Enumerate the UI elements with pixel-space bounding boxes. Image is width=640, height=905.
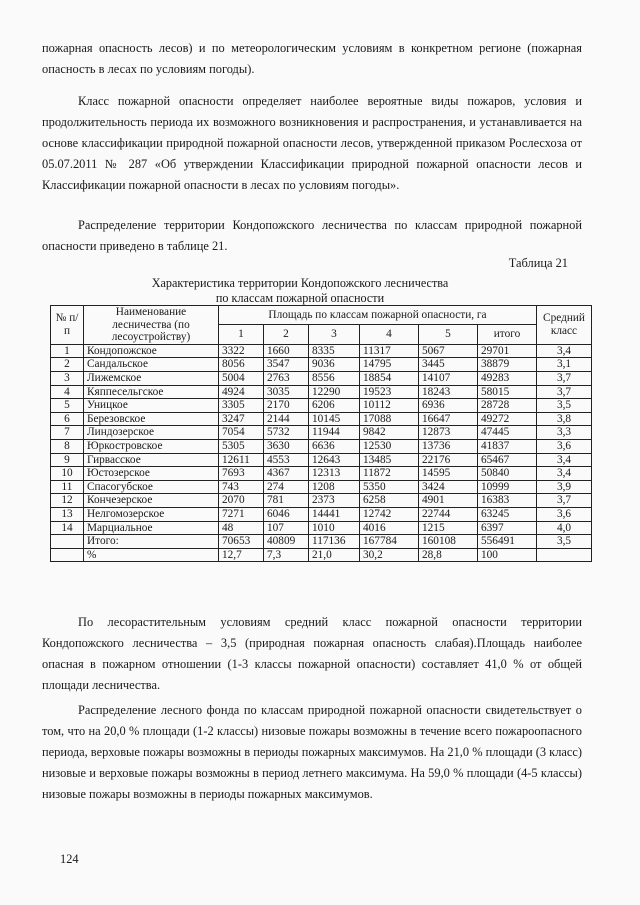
table-row	[51, 439, 592, 453]
cell-total: 28728	[478, 399, 537, 413]
paragraph-fire-hazard-intro: пожарная опасность лесов) и по метеорологическим условиям в конкретном регионе (пожарная опасность в лесах по условиям погоды).	[42, 41, 582, 76]
fire-hazard-table	[50, 305, 592, 562]
cell-c1: 3247	[219, 412, 264, 426]
cell-c2: 3547	[264, 358, 309, 372]
cell-c5: 28,8	[419, 548, 478, 562]
cell-c5: 1215	[419, 521, 478, 535]
cell-name: Березовское	[84, 412, 219, 426]
cell-c4: 9842	[360, 426, 419, 440]
cell-name: Кончезерское	[84, 494, 219, 508]
cell-total: 49272	[478, 412, 537, 426]
cell-name: Гирвасское	[84, 453, 219, 467]
table-row	[51, 521, 592, 535]
cell-name: Линдозерское	[84, 426, 219, 440]
cell-name: Нелгомозерское	[84, 507, 219, 521]
header-class-2: 2	[264, 325, 309, 344]
cell-c2: 2170	[264, 399, 309, 413]
cell-num-empty	[51, 535, 84, 549]
cell-c3: 12643	[309, 453, 360, 467]
cell-c2: 5732	[264, 426, 309, 440]
cell-num: 10	[51, 467, 84, 481]
cell-c2: 2144	[264, 412, 309, 426]
cell-c4: 12742	[360, 507, 419, 521]
cell-c1: 7271	[219, 507, 264, 521]
cell-c4: 5350	[360, 480, 419, 494]
header-name: Наименование лесничества (по лесоустройству)	[84, 306, 219, 345]
cell-c3: 8335	[309, 344, 360, 358]
cell-num: 1	[51, 344, 84, 358]
cell-c4: 30,2	[360, 548, 419, 562]
cell-total: 29701	[478, 344, 537, 358]
cell-c4: 19523	[360, 385, 419, 399]
cell-total: 50840	[478, 467, 537, 481]
table-row	[51, 358, 592, 372]
paragraph-hazard-class-definition: Класс пожарной опасности определяет наиболее вероятные виды пожаров, условия и продолжительность периода их возможного возникновения и распространения, и устанавливается на основе классификации природной пожарной опасности лесов, утвержденной приказом Рослесхоза от 05.07.2011 № 287 «Об утверждении Классификации природной пожарной опасности лесов и Классификации пожарной опасности в лесах по условиям погоды».	[42, 94, 582, 192]
cell-total: 100	[478, 548, 537, 562]
cell-total: 16383	[478, 494, 537, 508]
cell-c2: 3630	[264, 439, 309, 453]
table-title-line1: Характеристика территории Кондопожского лесничества	[151, 276, 449, 290]
cell-name: Сандальское	[84, 358, 219, 372]
cell-c2: 274	[264, 480, 309, 494]
cell-c3: 11944	[309, 426, 360, 440]
table-row	[51, 426, 592, 440]
header-avg: Средний класс	[537, 306, 592, 345]
cell-total: 10999	[478, 480, 537, 494]
paragraph-average-class: По лесорастительным условиям средний класс пожарной опасности территории Кондопожского лесничества – 3,5 (природная пожарная опасность слабая).Площадь наиболее опасная в пожарном отношении (1-3 классы пожарной опасности) составляет 41,0 % от общей площади лесничества.	[42, 615, 582, 692]
table-row	[51, 494, 592, 508]
cell-total: 58015	[478, 385, 537, 399]
header-class-1: 1	[219, 325, 264, 344]
header-class-4: 4	[360, 325, 419, 344]
cell-c2: 3035	[264, 385, 309, 399]
cell-c2: 781	[264, 494, 309, 508]
cell-c3: 1010	[309, 521, 360, 535]
cell-c1: 743	[219, 480, 264, 494]
cell-avg: 3,5	[537, 535, 592, 549]
cell-avg: 3,8	[537, 412, 592, 426]
cell-c2: 1660	[264, 344, 309, 358]
cell-num: 8	[51, 439, 84, 453]
cell-num-empty	[51, 548, 84, 562]
table-row	[51, 371, 592, 385]
header-total: итого	[478, 325, 537, 344]
cell-name: Итого:	[84, 535, 219, 549]
cell-c1: 12,7	[219, 548, 264, 562]
cell-c3: 9036	[309, 358, 360, 372]
cell-c1: 48	[219, 521, 264, 535]
cell-c2: 4367	[264, 467, 309, 481]
cell-c4: 18854	[360, 371, 419, 385]
cell-name: Лижемское	[84, 371, 219, 385]
cell-c3: 2373	[309, 494, 360, 508]
table-title	[60, 276, 540, 306]
cell-c1: 12611	[219, 453, 264, 467]
table-row	[51, 453, 592, 467]
cell-name: Кондопожское	[84, 344, 219, 358]
page-number: 124	[60, 852, 79, 866]
cell-num: 4	[51, 385, 84, 399]
cell-avg: 3,3	[537, 426, 592, 440]
cell-c2: 4553	[264, 453, 309, 467]
cell-c4: 167784	[360, 535, 419, 549]
cell-avg: 3,7	[537, 371, 592, 385]
cell-num: 14	[51, 521, 84, 535]
cell-c3: 14441	[309, 507, 360, 521]
cell-c3: 6206	[309, 399, 360, 413]
cell-num: 11	[51, 480, 84, 494]
cell-avg: 3,5	[537, 399, 592, 413]
cell-num: 5	[51, 399, 84, 413]
cell-c5: 22176	[419, 453, 478, 467]
header-area: Площадь по классам пожарной опасности, га	[219, 306, 537, 325]
cell-c2: 6046	[264, 507, 309, 521]
cell-c4: 17088	[360, 412, 419, 426]
cell-c1: 5305	[219, 439, 264, 453]
cell-c5: 14595	[419, 467, 478, 481]
cell-c5: 13736	[419, 439, 478, 453]
cell-c5: 14107	[419, 371, 478, 385]
cell-num: 7	[51, 426, 84, 440]
cell-c1: 70653	[219, 535, 264, 549]
cell-name: Уницкое	[84, 399, 219, 413]
cell-name: Юстозерское	[84, 467, 219, 481]
cell-name: Юркостровское	[84, 439, 219, 453]
table-row	[51, 412, 592, 426]
cell-name: %	[84, 548, 219, 562]
cell-num: 3	[51, 371, 84, 385]
cell-c4: 13485	[360, 453, 419, 467]
cell-avg: 3,4	[537, 453, 592, 467]
table-row	[51, 548, 592, 562]
cell-c5: 160108	[419, 535, 478, 549]
cell-c5: 5067	[419, 344, 478, 358]
cell-c3: 12290	[309, 385, 360, 399]
cell-c5: 6936	[419, 399, 478, 413]
cell-c5: 22744	[419, 507, 478, 521]
cell-c3: 117136	[309, 535, 360, 549]
cell-num: 12	[51, 494, 84, 508]
cell-c4: 10112	[360, 399, 419, 413]
cell-name: Кяппесельгское	[84, 385, 219, 399]
cell-avg: 3,7	[537, 385, 592, 399]
cell-total: 6397	[478, 521, 537, 535]
header-num: № п/п	[51, 306, 84, 345]
cell-total: 63245	[478, 507, 537, 521]
cell-c4: 12530	[360, 439, 419, 453]
cell-c4: 6258	[360, 494, 419, 508]
header-class-3: 3	[309, 325, 360, 344]
cell-c2: 40809	[264, 535, 309, 549]
header-class-5: 5	[419, 325, 478, 344]
cell-c5: 12873	[419, 426, 478, 440]
cell-c1: 7693	[219, 467, 264, 481]
cell-avg: 3,7	[537, 494, 592, 508]
cell-num: 9	[51, 453, 84, 467]
cell-c1: 2070	[219, 494, 264, 508]
cell-avg: 3,4	[537, 467, 592, 481]
cell-avg: 3,6	[537, 507, 592, 521]
cell-c1: 7054	[219, 426, 264, 440]
cell-c4: 11872	[360, 467, 419, 481]
cell-avg: 3,1	[537, 358, 592, 372]
cell-avg	[537, 548, 592, 562]
cell-num: 2	[51, 358, 84, 372]
table-row	[51, 507, 592, 521]
cell-c3: 21,0	[309, 548, 360, 562]
table-title-line2: по классам пожарной опасности	[215, 291, 385, 305]
cell-c3: 8556	[309, 371, 360, 385]
cell-c3: 12313	[309, 467, 360, 481]
cell-total: 38879	[478, 358, 537, 372]
cell-c5: 18243	[419, 385, 478, 399]
cell-c5: 16647	[419, 412, 478, 426]
cell-c1: 3322	[219, 344, 264, 358]
table-row	[51, 535, 592, 549]
cell-c1: 8056	[219, 358, 264, 372]
paragraph-table-reference: Распределение территории Кондопожского лесничества по классам природной пожарной опасности приведено в таблице 21.	[42, 218, 582, 253]
cell-c4: 14795	[360, 358, 419, 372]
cell-c5: 3424	[419, 480, 478, 494]
cell-total: 41837	[478, 439, 537, 453]
cell-c2: 2763	[264, 371, 309, 385]
cell-num: 13	[51, 507, 84, 521]
cell-name: Марциальное	[84, 521, 219, 535]
cell-c4: 4016	[360, 521, 419, 535]
cell-c2: 107	[264, 521, 309, 535]
cell-total: 47445	[478, 426, 537, 440]
cell-c4: 11317	[360, 344, 419, 358]
table-row	[51, 480, 592, 494]
cell-num: 6	[51, 412, 84, 426]
table-row	[51, 385, 592, 399]
cell-total: 49283	[478, 371, 537, 385]
cell-name: Спасогубское	[84, 480, 219, 494]
cell-c5: 4901	[419, 494, 478, 508]
cell-avg: 3,6	[537, 439, 592, 453]
table-label: Таблица 21	[508, 256, 568, 270]
cell-c3: 6636	[309, 439, 360, 453]
cell-total: 556491	[478, 535, 537, 549]
cell-c3: 10145	[309, 412, 360, 426]
cell-c2: 7,3	[264, 548, 309, 562]
table-row	[51, 399, 592, 413]
cell-avg: 4,0	[537, 521, 592, 535]
table-row	[51, 467, 592, 481]
cell-c1: 5004	[219, 371, 264, 385]
cell-total: 65467	[478, 453, 537, 467]
table-row	[51, 344, 592, 358]
cell-c3: 1208	[309, 480, 360, 494]
cell-c5: 3445	[419, 358, 478, 372]
cell-avg: 3,4	[537, 344, 592, 358]
table-container	[50, 305, 592, 562]
cell-c1: 3305	[219, 399, 264, 413]
paragraph-distribution: Распределение лесного фонда по классам природной пожарной опасности свидетельствует о том, что на 20,0 % площади (1-2 классы) низовые пожары возможны в течение всего пожароопасного периода, верховые пожары возможны в периоды пожарных максимумов. На 21,0 % площади (3 класс) низовые и верховые пожары возможны в период летнего максимума. На 59,0 % площади (4-5 классы) низовые пожары возможны в периоды пожарных максимумов.	[42, 703, 582, 801]
cell-c1: 4924	[219, 385, 264, 399]
table-body	[51, 344, 592, 562]
cell-avg: 3,9	[537, 480, 592, 494]
